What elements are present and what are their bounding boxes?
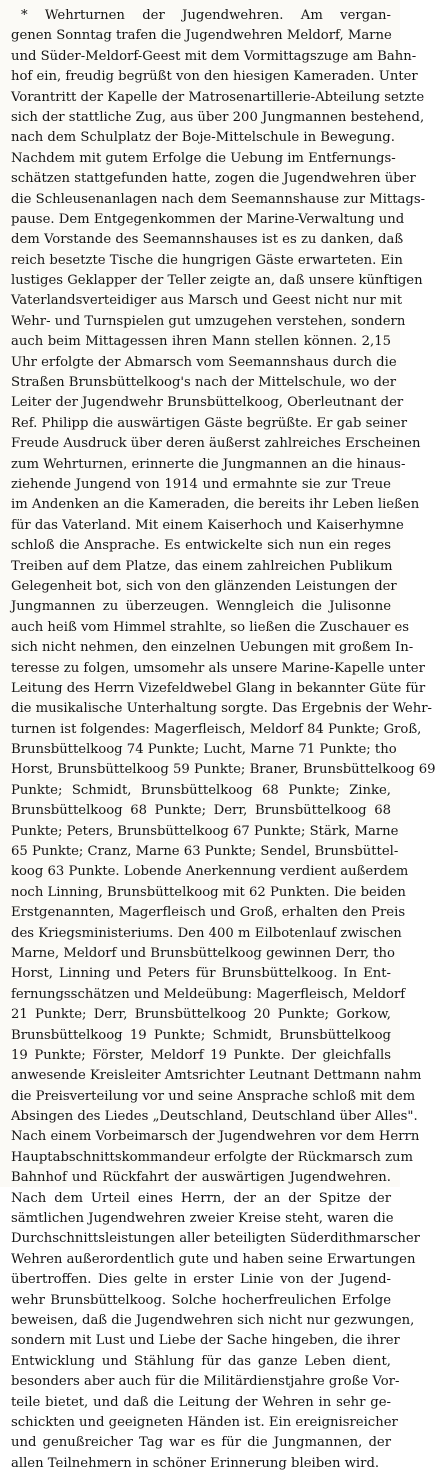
article-line: lustiges Geklapper der Teller zeigte an, daß unsere künftigen xyxy=(11,273,423,289)
article-line: Punkte; Schmidt, Brunsbüttelkoog 68 Punkte; Zinke, xyxy=(11,782,391,798)
article-line: 65 Punkte; Cranz, Marne 63 Punkte; Sendel, Brunsbüttel- xyxy=(11,844,399,860)
article-line: Marne, Meldorf und Brunsbüttelkoog gewinnen Derr, tho xyxy=(11,945,395,961)
article-line: für das Vaterland. Mit einem Kaiserhoch und Kaiserhymne xyxy=(11,517,404,533)
article-line: Punkte; Peters, Brunsbüttelkoog 67 Punkte; Stärk, Marne xyxy=(11,823,399,839)
article-line: Jungmannen zu überzeugen. Wenngleich die Julisonne xyxy=(11,599,391,615)
article-line: Straßen Brunsbüttelkoog's nach der Mittelschule, wo der xyxy=(11,375,397,391)
article-line: schätzen stattgefunden hatte, zogen die Jugendwehren über xyxy=(11,171,416,187)
article-line: Ref. Philipp die auswärtigen Gäste begrüßte. Er gab seiner xyxy=(11,415,407,431)
article-line: und Süder-Meldorf-Geest mit dem Vormittagszuge am Bahn- xyxy=(11,48,417,64)
article-line: allen Teilnehmern in schöner Erinnerung bleiben wird. xyxy=(11,1455,380,1471)
article-line: Freude Ausdruck über deren äußerst zahlreiches Erscheinen xyxy=(11,436,421,452)
article-line: anwesende Kreisleiter Amtsrichter Leutnant Dettmann nahm xyxy=(11,1068,422,1084)
article-line: Horst, Brunsbüttelkoog 59 Punkte; Braner, Brunsbüttelkoog 69 xyxy=(11,762,436,778)
article-line: Erstgenannten, Magerfleisch und Groß, erhalten den Preis xyxy=(11,905,406,921)
article-line: 19 Punkte; Förster, Meldorf 19 Punkte. Der gleichfalls xyxy=(11,1047,391,1063)
article-line: beweisen, daß die Jugendwehren sich nicht nur gezwungen, xyxy=(11,1313,415,1328)
article-line: Uhr erfolgte der Abmarsch vom Seemannshaus durch die xyxy=(11,354,397,370)
article-line: Vorantritt der Kapelle der Matrosenartillerie-Abteilung setzte xyxy=(11,89,425,105)
article-line: sondern mit Lust und Liebe der Sache hingeben, die ihrer xyxy=(11,1333,400,1349)
article-line: hof ein, freudig begrüßt von den hiesigen Kameraden. Unter xyxy=(11,69,418,85)
article-line: die Schleusenanlagen nach dem Seemannshause zur Mittags- xyxy=(11,191,426,207)
article-line: Nach einem Vorbeimarsch der Jugendwehren vor dem Herrn xyxy=(11,1129,420,1145)
article-line: im Andenken an die Kameraden, die bereits ihr Leben ließen xyxy=(11,497,420,513)
article-line: teile bietet, und daß die Leitung der Wehren in sehr ge- xyxy=(11,1394,391,1410)
article-line: Brunsbüttelkoog 68 Punkte; Derr, Brunsbüttelkoog 68 xyxy=(11,803,391,819)
article-line: reich besetzte Tische die hungrigen Gäste erwarteten. Ein xyxy=(11,252,403,268)
article-line: schickten und geeigneten Händen ist. Ein ereignisreicher xyxy=(11,1414,398,1430)
article-line: Vaterlandsverteidiger aus Marsch und Geest nicht nur mit xyxy=(11,293,403,309)
article-line: ziehende Jungend von 1914 und ermahnte sie zur Treue xyxy=(11,476,391,492)
article-line: Durchschnittsleistungen aller beteiligten Süderdithmarscher xyxy=(11,1231,420,1247)
article-line: teresse zu folgen, umsomehr als unsere Marine-Kapelle unter xyxy=(11,660,425,676)
article-line: Wehren außerordentlich gute und haben seine Erwartungen xyxy=(11,1251,416,1267)
article-line: zum Wehrturnen, erinnerte die Jungmannen an die hinaus- xyxy=(11,456,406,472)
article-line: * Wehrturnen der Jugendwehren. Am vergan- xyxy=(21,8,391,23)
article-line: Wehr- und Turnspielen gut umzugehen verstehen, sondern xyxy=(11,313,406,329)
article-line: wehr Brunsbüttelkoog. Solche hocherfreulichen Erfolge xyxy=(11,1292,391,1308)
article-line: pause. Dem Entgegenkommen der Marine-Verwaltung und xyxy=(11,211,405,227)
article-line: des Kriegsministeriums. Den 400 m Eilbotenlauf zwischen xyxy=(11,925,402,941)
article-line: die musikalische Unterhaltung sorgte. Das Ergebnis der Wehr- xyxy=(11,701,432,717)
article-line: übertroffen. Dies gelte in erster Linie von der Jugend- xyxy=(11,1272,391,1288)
article-line: koog 63 Punkte. Lobende Anerkennung verdient außerdem xyxy=(11,864,409,880)
article-line: sich nicht nehmen, den einzelnen Uebungen mit großem In- xyxy=(11,640,414,656)
article-line: und genußreicher Tag war es für die Jungmannen, der xyxy=(11,1435,391,1451)
article-line: auch beim Mittagessen ihren Mann stellen können. 2,15 xyxy=(11,334,391,350)
article-line: besonders aber auch für die Militärdienstjahre große Vor- xyxy=(11,1374,400,1390)
article-line: Treiben auf dem Platze, das einem zahlreichen Publikum xyxy=(11,558,393,574)
article-line: auch heiß vom Himmel strahlte, so ließen die Zuschauer es xyxy=(11,619,410,635)
article-line: fernungsschätzen und Meldeübung: Magerfleisch, Meldorf xyxy=(11,986,406,1002)
article-line: 21 Punkte; Derr, Brunsbüttelkoog 20 Punkte; Gorkow, xyxy=(11,1007,391,1023)
article-line: die Preisverteilung vor und seine Ansprache schloß mit dem xyxy=(11,1088,416,1104)
article-line: Nachdem mit gutem Erfolge die Uebung im Entfernungs- xyxy=(11,150,396,166)
article-line: Entwicklung und Stählung für das ganze Leben dient, xyxy=(11,1353,391,1369)
article-line: schloß die Ansprache. Es entwickelte sich nun ein reges xyxy=(11,538,391,554)
article-line: sämtlichen Jugendwehren zweier Kreise steht, waren die xyxy=(11,1211,394,1227)
article-line: genen Sonntag trafen die Jugendwehren Meldorf, Marne xyxy=(11,28,392,44)
article-line: Brunsbüttelkoog 74 Punkte; Lucht, Marne 71 Punkte; tho xyxy=(11,742,397,758)
article-line: Leiter der Jugendwehr Brunsbüttelkoog, Oberleutnant der xyxy=(11,395,404,411)
article-line: nach dem Schulplatz der Boje-Mittelschule in Bewegung. xyxy=(11,130,395,146)
article-line: noch Linning, Brunsbüttelkoog mit 62 Punkten. Die beiden xyxy=(11,884,406,900)
article-line: Horst, Linning und Peters für Brunsbüttelkoog. In Ent- xyxy=(11,966,391,982)
article-line: Bahnhof und Rückfahrt der auswärtigen Jugendwehren. xyxy=(11,1170,391,1186)
article-line: Hauptabschnittskommandeur erfolgte der Rückmarsch zum xyxy=(11,1149,414,1165)
article-line: Gelegenheit bot, sich von den glänzenden Leistungen der xyxy=(11,578,397,594)
news-article-column xyxy=(11,6,436,1474)
article-line: Nach dem Urteil eines Herrn, der an der Spitze der xyxy=(11,1190,391,1206)
article-line: dem Vorstande des Seemannshauses ist es zu danken, daß xyxy=(11,232,404,248)
article-line: Leitung des Herrn Vizefeldwebel Glang in bekannter Güte für xyxy=(11,680,426,696)
article-line: turnen ist folgendes: Magerfleisch, Meldorf 84 Punkte; Groß, xyxy=(11,721,422,737)
article-line: sich der stattliche Zug, aus über 200 Jungmannen bestehend, xyxy=(11,109,425,125)
article-line: Brunsbüttelkoog 19 Punkte; Schmidt, Brunsbüttelkoog xyxy=(11,1027,391,1043)
article-line: Absingen des Liedes „Deutschland, Deutschland über Alles". xyxy=(11,1109,418,1125)
